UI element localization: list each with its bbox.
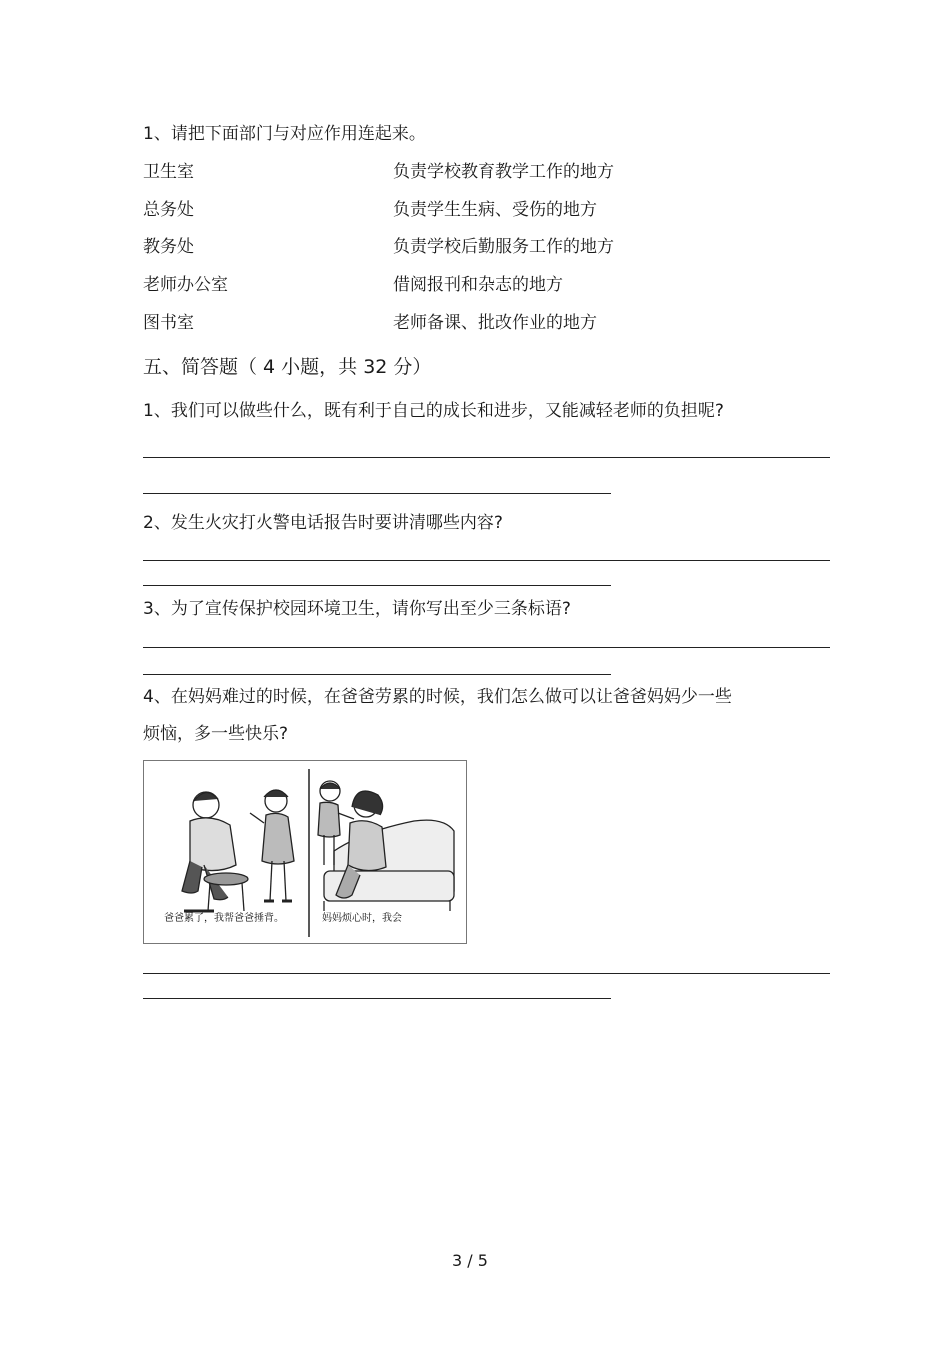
question-2: 2、发生火灾打火警电话报告时要讲清哪些内容?: [143, 513, 503, 533]
answer-line[interactable]: [143, 647, 830, 648]
matching-question: 1、请把下面部门与对应作用连起来。: [143, 124, 426, 144]
question-4-line-2: 烦恼，多一些快乐?: [143, 724, 289, 744]
illustration-drawing: [144, 761, 466, 943]
question-4-line-1: 4、在妈妈难过的时候，在爸爸劳累的时候，我们怎么做可以让爸爸妈妈少一些: [143, 687, 732, 707]
answer-line[interactable]: [143, 493, 611, 494]
left-caption: 爸爸累了，我帮爸爸捶背。: [164, 913, 284, 924]
function-label: 借阅报刊和杂志的地方: [393, 275, 563, 295]
function-label: 老师备课、批改作业的地方: [393, 313, 597, 333]
answer-line[interactable]: [143, 457, 830, 458]
answer-line[interactable]: [143, 973, 830, 974]
girl-figure: [250, 790, 294, 901]
page-number: 3 / 5: [452, 1251, 488, 1270]
father-figure: [182, 792, 248, 911]
answer-line[interactable]: [143, 674, 611, 675]
function-label: 负责学校教育教学工作的地方: [393, 162, 614, 182]
function-label: 负责学校后勤服务工作的地方: [393, 237, 614, 257]
right-caption: 妈妈烦心时，我会: [322, 913, 402, 924]
section-heading: 五、简答题（ 4 小题，共 32 分）: [143, 356, 432, 378]
department-label: 卫生室: [143, 162, 194, 182]
question-1: 1、我们可以做些什么，既有利于自己的成长和进步，又能减轻老师的负担呢?: [143, 401, 724, 421]
department-label: 总务处: [143, 200, 194, 220]
department-label: 老师办公室: [143, 275, 228, 295]
question-3: 3、为了宣传保护校园环境卫生，请你写出至少三条标语?: [143, 599, 571, 619]
function-label: 负责学生生病、受伤的地方: [393, 200, 597, 220]
answer-line[interactable]: [143, 585, 611, 586]
department-label: 教务处: [143, 237, 194, 257]
department-label: 图书室: [143, 313, 194, 333]
family-illustration: [143, 760, 467, 944]
answer-line[interactable]: [143, 560, 830, 561]
answer-line[interactable]: [143, 998, 611, 999]
